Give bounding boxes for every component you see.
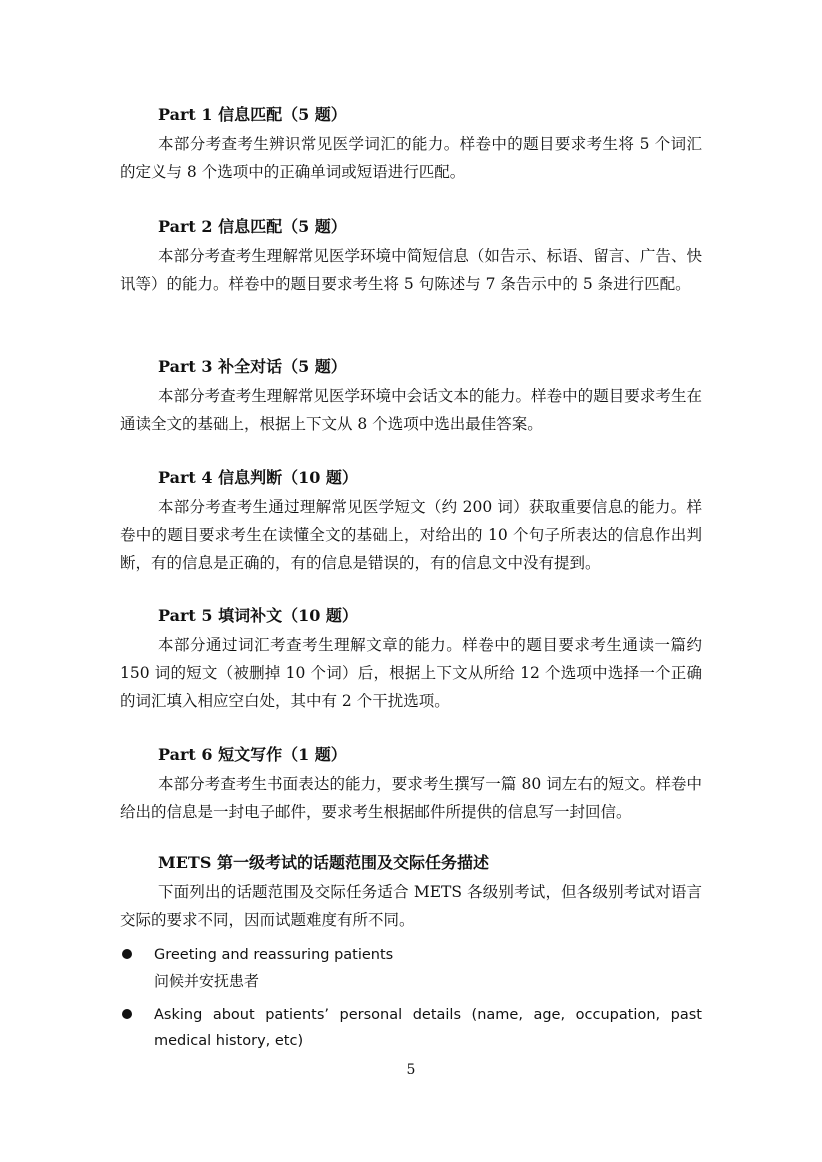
section-part-1	[120, 103, 702, 186]
section-part-6	[120, 743, 702, 826]
section-part-3	[120, 355, 702, 438]
section-body: 下面列出的话题范围及交际任务适合 METS 各级别考试，但各级别考试对语言交际的要求不同，因而试题难度有所不同。	[120, 883, 702, 929]
section-body: 本部分通过词汇考查考生理解文章的能力。样卷中的题目要求考生通读一篇约 150 词的短文（被删掉 10 个词）后，根据上下文从所给 12 个选项中选择一个正确的词汇填入相应空白处，其中有 2 个干扰选项。	[120, 636, 702, 710]
section-heading: Part 2 信息匹配（5 题）	[158, 217, 347, 236]
section-heading: Part 1 信息匹配（5 题）	[158, 105, 347, 124]
bullet-text-zh: 问候并安抚患者	[154, 972, 260, 990]
section-body: 本部分考查考生理解常见医学环境中会话文本的能力。样卷中的题目要求考生在通读全文的基础上，根据上下文从 8 个选项中选出最佳答案。	[120, 387, 702, 433]
section-heading: Part 6 短文写作（1 题）	[158, 745, 347, 764]
section-heading: METS 第一级考试的话题范围及交际任务描述	[158, 853, 489, 872]
section-part-4	[120, 466, 702, 577]
bullet-item	[122, 942, 702, 994]
bullet-text-en: Greeting and reassuring patients	[154, 947, 394, 963]
section-body: 本部分考查考生辨识常见医学词汇的能力。样卷中的题目要求考生将 5 个词汇的定义与 8 个选项中的正确单词或短语进行匹配。	[120, 135, 702, 181]
section-heading: Part 3 补全对话（5 题）	[158, 357, 347, 376]
bullet-dot-icon	[122, 949, 132, 959]
topic-bullet-list	[122, 942, 702, 1062]
section-mets-topics	[120, 851, 702, 934]
bullet-text-en: Asking about patients’ personal details (name, age, occupation, past medical history, etc)	[154, 1007, 702, 1049]
section-body: 本部分考查考生理解常见医学环境中简短信息（如告示、标语、留言、广告、快讯等）的能力。样卷中的题目要求考生将 5 句陈述与 7 条告示中的 5 条进行匹配。	[120, 247, 702, 293]
section-heading: Part 4 信息判断（10 题）	[158, 468, 358, 487]
section-body: 本部分考查考生通过理解常见医学短文（约 200 词）获取重要信息的能力。样卷中的题目要求考生在读懂全文的基础上，对给出的 10 个句子所表达的信息作出判断，有的信息是正确的，有的信息是错误的，有的信息文中没有提到。	[120, 498, 702, 572]
bullet-dot-icon	[122, 1009, 132, 1019]
section-heading: Part 5 填词补文（10 题）	[158, 606, 358, 625]
section-part-2	[120, 215, 702, 298]
section-part-5	[120, 604, 702, 715]
section-body: 本部分考查考生书面表达的能力，要求考生撰写一篇 80 词左右的短文。样卷中给出的信息是一封电子邮件，要求考生根据邮件所提供的信息写一封回信。	[120, 775, 702, 821]
bullet-item	[122, 1002, 702, 1054]
page-number: 5	[406, 1062, 416, 1078]
